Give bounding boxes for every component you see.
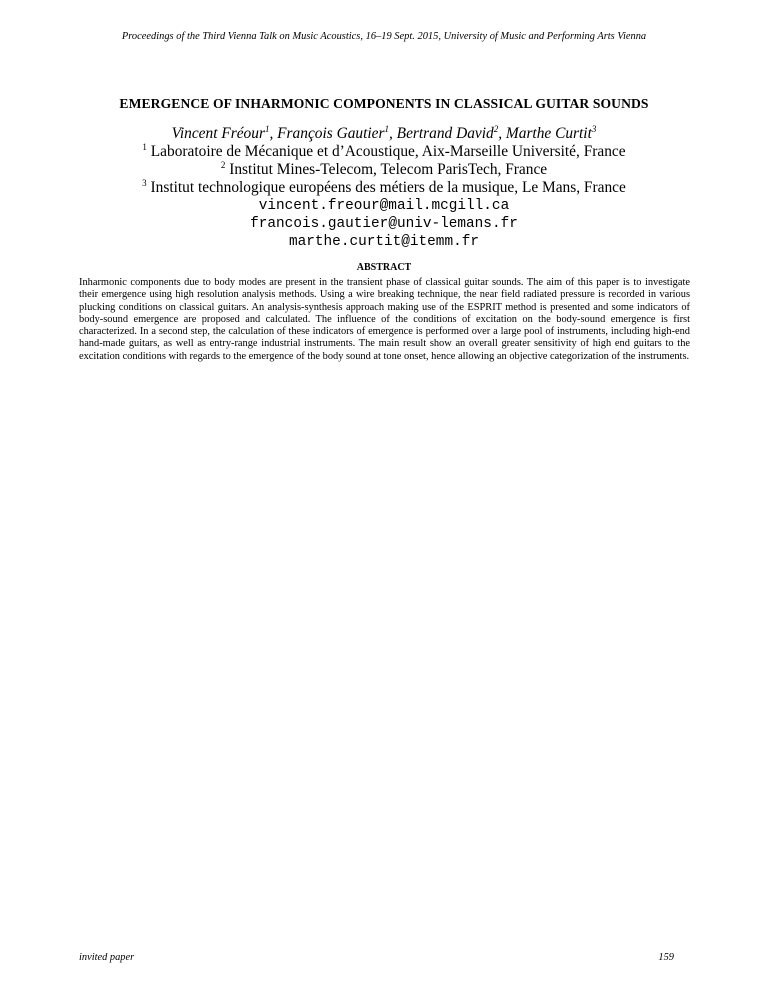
- affiliation-text: Institut Mines-Telecom, Telecom ParisTech, France: [229, 161, 548, 178]
- abstract-body: Inharmonic components due to body modes are present in the transient phase of classical guitar sounds. The aim of this paper is to investigate their emergence using high resolution analysis methods. Using a wire breaking technique, the near field radiated pressure is recorded in various plucking conditions on classical guitars. An analysis-synthesis approach making use of the ESPRIT method is presented and some indicators of body-sound emergence are proposed and calculated. The influence of the conditions of excitation on the body-sound emergence is first characterized. In a second step, the calculation of these indicators of emergence is performed over a large pool of instruments, including high-end hand-made guitars, as well as entry-range industrial instruments. The main result show an overall greater sensitivity of high end guitars to the excitation conditions with regards to the emergence of the body sound at tone onset, hence allowing an objective categorization of the instruments.: [79, 277, 690, 362]
- affiliation-text: Laboratoire de Mécanique et d’Acoustique, Aix-Marseille Université, France: [150, 143, 626, 160]
- email-address: francois.gautier@univ-lemans.fr: [250, 216, 518, 232]
- author-name: François Gautier: [277, 125, 385, 142]
- affiliation-number: 3: [142, 178, 147, 188]
- abstract-heading: ABSTRACT: [356, 262, 412, 273]
- email-address: marthe.curtit@itemm.fr: [289, 234, 479, 250]
- author-list: [0, 125, 768, 143]
- author-name: Vincent Fréour: [171, 125, 265, 142]
- footer-note: invited paper: [79, 952, 135, 963]
- affiliation-number: 2: [220, 160, 226, 170]
- author-affil-mark: 3: [591, 124, 597, 134]
- author-affil-mark: 1: [264, 124, 270, 134]
- affiliation-line: [0, 179, 768, 197]
- affiliation-line: [0, 161, 768, 179]
- author-affil-mark: 2: [493, 124, 499, 134]
- author-separator: ,: [269, 125, 278, 142]
- affiliation-number: 1: [142, 142, 147, 152]
- page-number: 159: [658, 952, 674, 963]
- author-separator: ,: [388, 125, 397, 142]
- author-affil-mark: 1: [384, 124, 389, 134]
- affiliation-line: [0, 143, 768, 161]
- author-name: Bertrand David: [396, 125, 494, 142]
- email-address: vincent.freour@mail.mcgill.ca: [258, 198, 510, 214]
- author-name: Marthe Curtit: [505, 125, 592, 142]
- affiliation-text: Institut technologique européens des métiers de la musique, Le Mans, France: [150, 179, 626, 196]
- running-header: Proceedings of the Third Vienna Talk on Music Acoustics, 16–19 Sept. 2015, University of Music and Performing Arts Vienna: [121, 31, 647, 42]
- author-separator: ,: [498, 125, 506, 142]
- paper-title: EMERGENCE OF INHARMONIC COMPONENTS IN CLASSICAL GUITAR SOUNDS: [119, 96, 649, 111]
